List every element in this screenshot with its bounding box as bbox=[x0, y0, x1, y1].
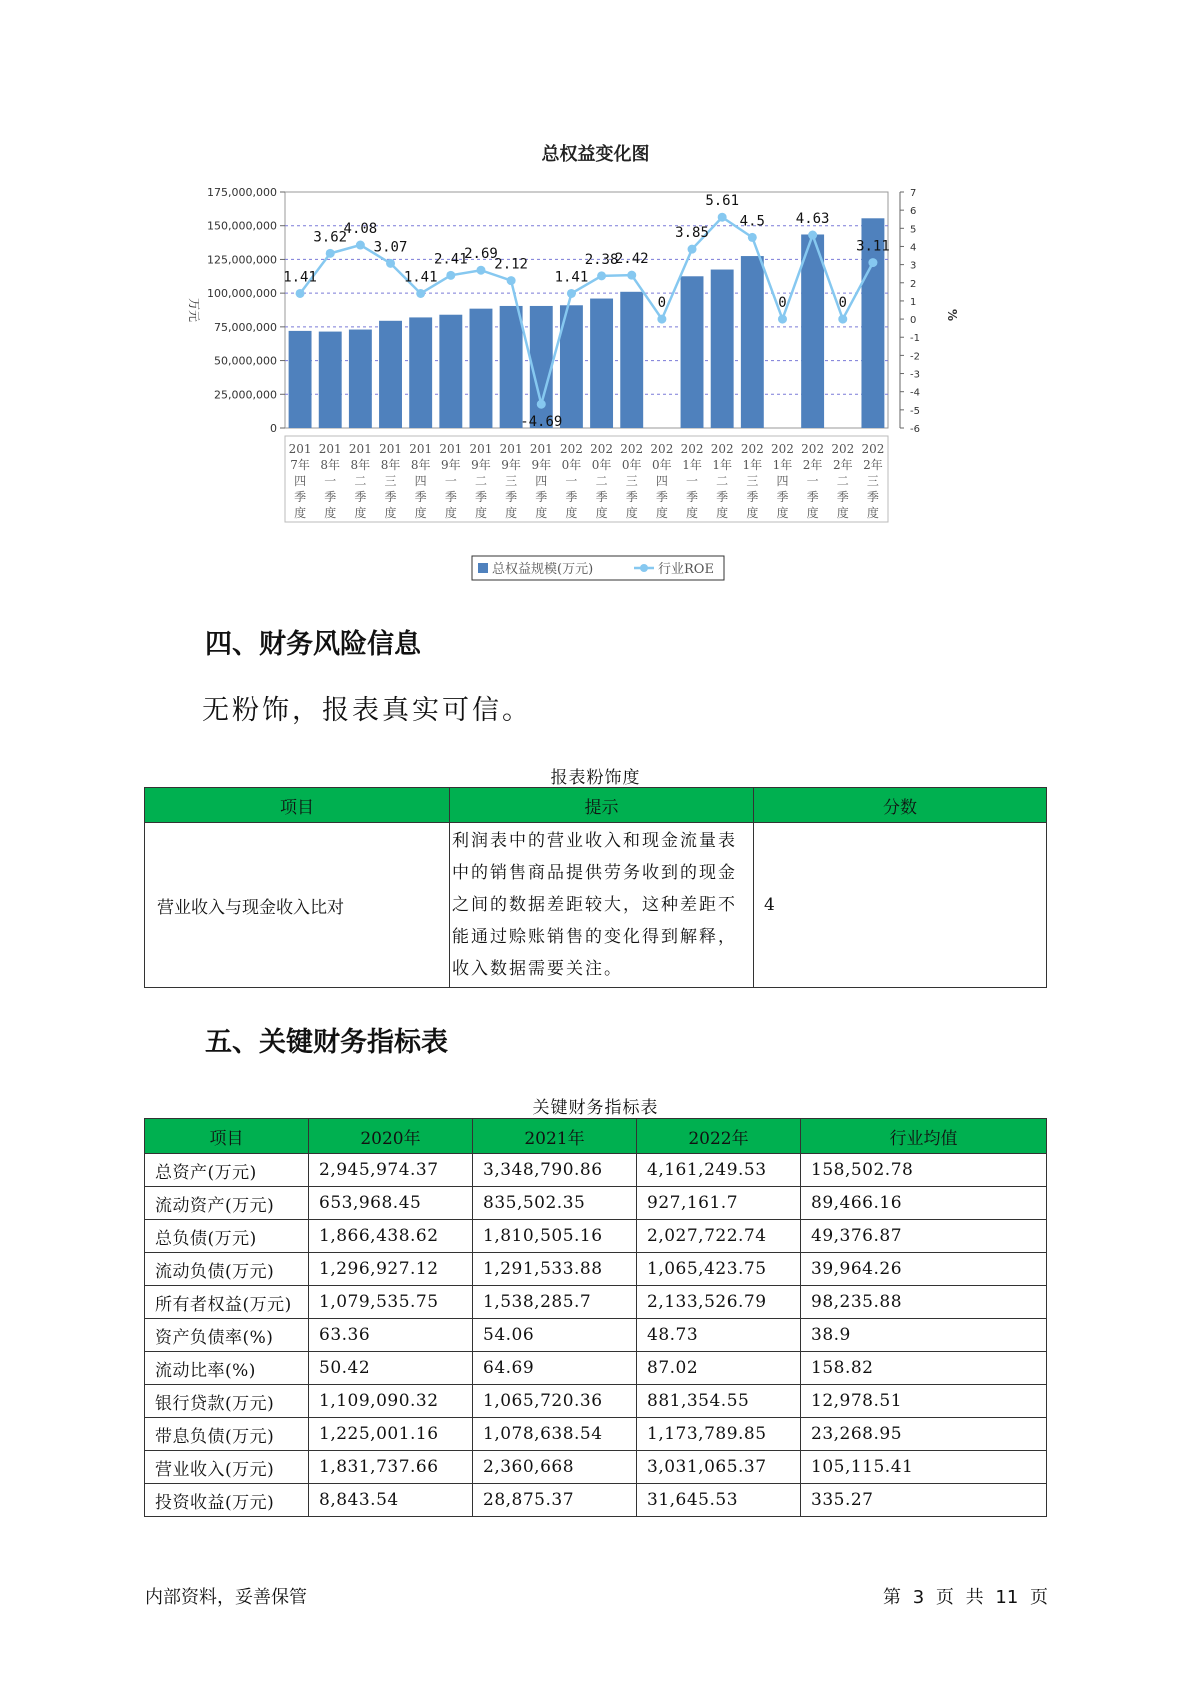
value-cell: 158,502.78 bbox=[801, 1154, 1047, 1187]
y-tick-label: 175,000,000 bbox=[207, 186, 277, 199]
category-tick-label: 季 bbox=[505, 490, 518, 504]
category-tick-label: 季 bbox=[354, 490, 367, 504]
y2-tick-label: 5 bbox=[910, 224, 917, 236]
category-tick-label: 度 bbox=[324, 506, 337, 520]
kpi-table bbox=[144, 1118, 1047, 1517]
category-tick-label: 三 bbox=[384, 474, 397, 488]
category-tick-label: 度 bbox=[444, 506, 457, 520]
roe-data-label: 1.41 bbox=[403, 269, 438, 286]
header-cell: 2022年 bbox=[637, 1119, 801, 1154]
value-cell: 64.69 bbox=[473, 1352, 637, 1385]
value-cell: 28,875.37 bbox=[473, 1484, 637, 1517]
category-tick-label: 8年 bbox=[380, 458, 401, 472]
category-tick-label: 201 bbox=[318, 442, 342, 456]
roe-data-label: 2.69 bbox=[464, 246, 498, 263]
value-cell: 1,810,505.16 bbox=[473, 1220, 637, 1253]
legend-bar-label: 总权益规模(万元) bbox=[492, 562, 594, 577]
category-tick-label: 季 bbox=[595, 490, 608, 504]
bar bbox=[379, 321, 402, 428]
roe-point bbox=[718, 213, 727, 222]
risk-table-caption: 报表粉饰度 bbox=[550, 768, 641, 788]
category-tick-label: 度 bbox=[836, 506, 849, 520]
equity-chart bbox=[170, 180, 1030, 600]
category-tick-label: 0年 bbox=[621, 458, 642, 472]
category-tick-label: 202 bbox=[740, 442, 764, 456]
category-tick-label: 1年 bbox=[772, 458, 793, 472]
value-cell: 881,354.55 bbox=[637, 1385, 801, 1418]
category-tick-label: 度 bbox=[354, 506, 367, 520]
category-tick-label: 度 bbox=[474, 506, 487, 520]
value-cell: 39,964.26 bbox=[801, 1253, 1047, 1286]
category-tick-label: 季 bbox=[686, 490, 699, 504]
category-tick-label: 201 bbox=[348, 442, 372, 456]
legend-bar-swatch bbox=[478, 563, 488, 573]
y2-tick-label: -2 bbox=[910, 351, 920, 363]
value-cell: 158.82 bbox=[801, 1352, 1047, 1385]
value-cell: 54.06 bbox=[473, 1319, 637, 1352]
roe-data-label: 4.63 bbox=[795, 211, 830, 228]
category-tick-label: 四 bbox=[294, 474, 307, 488]
category-tick-label: 0年 bbox=[561, 458, 582, 472]
category-tick-label: 一 bbox=[806, 474, 819, 488]
roe-data-label: 2.38 bbox=[584, 251, 619, 268]
row-label: 流动比率(%) bbox=[145, 1352, 309, 1385]
category-tick-label: 二 bbox=[716, 474, 729, 488]
value-cell: 23,268.95 bbox=[801, 1418, 1047, 1451]
y-tick-label: 125,000,000 bbox=[207, 253, 277, 267]
value-cell: 653,968.45 bbox=[309, 1187, 473, 1220]
value-cell: 1,065,423.75 bbox=[637, 1253, 801, 1286]
y2-tick-label: 1 bbox=[910, 296, 917, 308]
value-cell: 335.27 bbox=[801, 1484, 1047, 1517]
category-tick-label: 202 bbox=[680, 442, 704, 456]
category-tick-label: 季 bbox=[746, 490, 759, 504]
header-cell: 行业均值 bbox=[801, 1119, 1047, 1154]
category-tick-label: 三 bbox=[505, 474, 518, 488]
risk-score: 4 bbox=[754, 823, 1047, 988]
category-tick-label: 四 bbox=[414, 474, 427, 488]
bar bbox=[409, 317, 432, 428]
y2-tick-label: 7 bbox=[910, 188, 917, 199]
bar bbox=[470, 309, 493, 428]
bar bbox=[439, 315, 462, 428]
roe-data-label: 3.62 bbox=[313, 229, 348, 246]
category-tick-label: 季 bbox=[474, 490, 487, 504]
category-tick-label: 202 bbox=[590, 442, 614, 456]
bar bbox=[590, 299, 613, 428]
table-row bbox=[145, 1220, 1047, 1253]
value-cell: 835,502.35 bbox=[473, 1187, 637, 1220]
y2-tick-label: -5 bbox=[910, 405, 920, 417]
row-label: 总负债(万元) bbox=[145, 1220, 309, 1253]
row-label: 流动资产(万元) bbox=[145, 1187, 309, 1220]
section4-summary: 无粉饰，报表真实可信。 bbox=[202, 695, 532, 726]
category-tick-label: 202 bbox=[831, 442, 855, 456]
table-row bbox=[145, 1385, 1047, 1418]
category-tick-label: 季 bbox=[384, 490, 397, 504]
category-tick-label: 度 bbox=[655, 506, 668, 520]
category-tick-label: 9年 bbox=[501, 458, 521, 472]
category-tick-label: 一 bbox=[565, 474, 578, 488]
header-cell: 项目 bbox=[145, 1119, 309, 1154]
roe-data-label: 0 bbox=[838, 295, 847, 312]
y-tick-label: 50,000,000 bbox=[214, 354, 277, 368]
roe-point bbox=[688, 245, 697, 254]
category-tick-label: 9年 bbox=[441, 458, 461, 472]
category-tick-label: 季 bbox=[866, 490, 879, 504]
roe-data-label: 0 bbox=[778, 295, 787, 312]
value-cell: 63.36 bbox=[309, 1319, 473, 1352]
table-row bbox=[145, 1484, 1047, 1517]
category-tick-label: 1年 bbox=[682, 458, 702, 472]
category-tick-label: 202 bbox=[861, 442, 885, 456]
category-tick-label: 202 bbox=[801, 442, 825, 456]
value-cell: 105,115.41 bbox=[801, 1451, 1047, 1484]
risk-table bbox=[144, 787, 1047, 988]
table-row bbox=[145, 1187, 1047, 1220]
value-cell: 2,945,974.37 bbox=[309, 1154, 473, 1187]
category-tick-label: 度 bbox=[595, 506, 608, 520]
value-cell: 12,978.51 bbox=[801, 1385, 1047, 1418]
value-cell: 1,866,438.62 bbox=[309, 1220, 473, 1253]
category-tick-label: 度 bbox=[686, 506, 699, 520]
roe-point bbox=[386, 259, 395, 268]
category-tick-label: 2年 bbox=[802, 458, 823, 472]
roe-point bbox=[476, 266, 485, 275]
value-cell: 1,296,927.12 bbox=[309, 1253, 473, 1286]
category-tick-label: 度 bbox=[866, 506, 879, 520]
y2-tick-label: -1 bbox=[910, 333, 920, 345]
category-tick-label: 一 bbox=[444, 474, 457, 488]
value-cell: 1,291,533.88 bbox=[473, 1253, 637, 1286]
value-cell: 98,235.88 bbox=[801, 1286, 1047, 1319]
category-tick-label: 8年 bbox=[320, 458, 341, 472]
row-label: 资产负债率(%) bbox=[145, 1319, 309, 1352]
category-axis-box bbox=[285, 436, 888, 522]
row-label: 带息负债(万元) bbox=[145, 1418, 309, 1451]
category-tick-label: 度 bbox=[746, 506, 759, 520]
category-tick-label: 7年 bbox=[290, 458, 310, 472]
value-cell: 87.02 bbox=[637, 1352, 801, 1385]
y2-tick-label: 4 bbox=[910, 242, 917, 254]
roe-data-label: 4.08 bbox=[343, 221, 378, 238]
table-row bbox=[145, 1286, 1047, 1319]
roe-point bbox=[778, 315, 787, 324]
value-cell: 49,376.87 bbox=[801, 1220, 1047, 1253]
roe-data-label: 1.41 bbox=[554, 269, 589, 286]
risk-row bbox=[145, 823, 1047, 988]
legend-line-marker bbox=[640, 564, 648, 572]
category-tick-label: 度 bbox=[535, 506, 548, 520]
category-tick-label: 季 bbox=[444, 490, 457, 504]
roe-data-label: 2.41 bbox=[433, 251, 468, 268]
header-tip: 提示 bbox=[450, 788, 754, 823]
value-cell: 8,843.54 bbox=[309, 1484, 473, 1517]
roe-data-label: 3.07 bbox=[373, 239, 408, 256]
y-tick-label: 150,000,000 bbox=[207, 219, 277, 233]
category-tick-label: 度 bbox=[384, 506, 397, 520]
category-tick-label: 201 bbox=[288, 442, 312, 456]
roe-data-label: 1.41 bbox=[283, 269, 317, 286]
roe-point bbox=[627, 271, 636, 280]
row-label: 银行贷款(万元) bbox=[145, 1385, 309, 1418]
y2-tick-label: -6 bbox=[910, 424, 920, 435]
category-tick-label: 季 bbox=[414, 490, 427, 504]
category-tick-label: 四 bbox=[535, 474, 548, 488]
y2-axis-label: % bbox=[945, 308, 959, 322]
category-tick-label: 202 bbox=[559, 442, 583, 456]
y-tick-label: 25,000,000 bbox=[214, 388, 277, 402]
roe-data-label: 4.5 bbox=[739, 213, 765, 230]
risk-table-header bbox=[145, 788, 1047, 823]
roe-point bbox=[838, 315, 847, 324]
header-score: 分数 bbox=[754, 788, 1047, 823]
category-tick-label: 202 bbox=[771, 442, 794, 456]
roe-point bbox=[537, 400, 546, 409]
table-row bbox=[145, 1352, 1047, 1385]
row-label: 流动负债(万元) bbox=[145, 1253, 309, 1286]
category-tick-label: 1年 bbox=[712, 458, 732, 472]
value-cell: 89,466.16 bbox=[801, 1187, 1047, 1220]
header-cell: 2021年 bbox=[473, 1119, 637, 1154]
roe-point bbox=[296, 289, 305, 298]
y-tick-label: 0 bbox=[270, 422, 277, 435]
roe-point bbox=[597, 271, 606, 280]
category-tick-label: 202 bbox=[650, 442, 674, 456]
risk-item: 营业收入与现金收入比对 bbox=[145, 823, 450, 988]
roe-point bbox=[356, 241, 365, 250]
category-tick-label: 二 bbox=[354, 474, 367, 488]
y2-tick-label: 3 bbox=[910, 260, 917, 272]
category-tick-label: 8年 bbox=[350, 458, 371, 472]
category-tick-label: 四 bbox=[655, 474, 668, 488]
category-tick-label: 1年 bbox=[742, 458, 763, 472]
bar bbox=[319, 332, 342, 428]
category-tick-label: 度 bbox=[776, 506, 789, 520]
value-cell: 1,225,001.16 bbox=[309, 1418, 473, 1451]
value-cell: 3,348,790.86 bbox=[473, 1154, 637, 1187]
roe-point bbox=[748, 233, 757, 242]
kpi-table-header bbox=[145, 1119, 1047, 1154]
legend-line-label: 行业ROE bbox=[658, 562, 714, 577]
category-tick-label: 三 bbox=[625, 474, 638, 488]
bar bbox=[741, 256, 764, 428]
category-tick-label: 季 bbox=[776, 490, 789, 504]
value-cell: 1,079,535.75 bbox=[309, 1286, 473, 1319]
row-label: 投资收益(万元) bbox=[145, 1484, 309, 1517]
category-tick-label: 季 bbox=[625, 490, 638, 504]
category-tick-label: 三 bbox=[746, 474, 759, 488]
value-cell: 1,078,638.54 bbox=[473, 1418, 637, 1451]
category-tick-label: 季 bbox=[806, 490, 819, 504]
y-tick-label: 75,000,000 bbox=[214, 320, 277, 334]
risk-tip: 利润表中的营业收入和现金流量表中的销售商品提供劳务收到的现金之间的数据差距较大，这种差距不能通过赊账销售的变化得到解释，收入数据需要关注。 bbox=[450, 823, 754, 988]
value-cell: 927,161.7 bbox=[637, 1187, 801, 1220]
bar bbox=[289, 331, 312, 428]
y2-tick-label: 6 bbox=[910, 206, 917, 218]
roe-point bbox=[446, 271, 455, 280]
value-cell: 31,645.53 bbox=[637, 1484, 801, 1517]
roe-point bbox=[326, 249, 335, 258]
footer-note: 内部资料，妥善保管 bbox=[145, 1587, 307, 1608]
category-tick-label: 201 bbox=[439, 442, 463, 456]
category-tick-label: 二 bbox=[836, 474, 849, 488]
category-tick-label: 一 bbox=[686, 474, 699, 488]
category-tick-label: 度 bbox=[505, 506, 518, 520]
category-tick-label: 季 bbox=[836, 490, 849, 504]
category-tick-label: 季 bbox=[535, 490, 548, 504]
roe-data-label: 0 bbox=[657, 295, 667, 312]
roe-point bbox=[507, 276, 516, 285]
table-row bbox=[145, 1319, 1047, 1352]
value-cell: 3,031,065.37 bbox=[637, 1451, 801, 1484]
category-tick-label: 三 bbox=[866, 474, 879, 488]
category-tick-label: 9年 bbox=[531, 458, 552, 472]
section4-heading: 四、财务风险信息 bbox=[205, 629, 421, 660]
page-number: 第 3 页 共 11 页 bbox=[883, 1587, 1048, 1608]
table-row bbox=[145, 1253, 1047, 1286]
bar bbox=[711, 270, 734, 428]
category-tick-label: 2年 bbox=[863, 458, 883, 472]
category-tick-label: 一 bbox=[324, 474, 337, 488]
value-cell: 2,133,526.79 bbox=[637, 1286, 801, 1319]
category-tick-label: 度 bbox=[565, 506, 578, 520]
category-tick-label: 四 bbox=[776, 474, 789, 488]
table-row bbox=[145, 1154, 1047, 1187]
y2-tick-label: -4 bbox=[910, 387, 920, 399]
roe-data-label: 3.11 bbox=[856, 238, 890, 255]
category-tick-label: 202 bbox=[620, 442, 644, 456]
y-tick-label: 100,000,000 bbox=[207, 287, 277, 301]
category-tick-label: 2年 bbox=[832, 458, 853, 472]
value-cell: 1,173,789.85 bbox=[637, 1418, 801, 1451]
roe-data-label: 5.61 bbox=[705, 193, 740, 210]
roe-data-label: 3.85 bbox=[675, 225, 709, 242]
bar bbox=[349, 330, 372, 428]
y2-tick-label: -3 bbox=[910, 369, 920, 381]
value-cell: 48.73 bbox=[637, 1319, 801, 1352]
roe-point bbox=[868, 258, 877, 267]
category-tick-label: 8年 bbox=[410, 458, 431, 472]
category-tick-label: 0年 bbox=[652, 458, 672, 472]
header-cell: 2020年 bbox=[309, 1119, 473, 1154]
y2-tick-label: 2 bbox=[910, 278, 917, 290]
category-tick-label: 201 bbox=[409, 442, 433, 456]
table-row bbox=[145, 1451, 1047, 1484]
category-tick-label: 201 bbox=[379, 442, 402, 456]
value-cell: 2,360,668 bbox=[473, 1451, 637, 1484]
y-axis-label: 万元 bbox=[187, 297, 201, 323]
section5-heading: 五、关键财务指标表 bbox=[205, 1027, 448, 1058]
row-label: 所有者权益(万元) bbox=[145, 1286, 309, 1319]
category-tick-label: 201 bbox=[469, 442, 493, 456]
category-tick-label: 季 bbox=[655, 490, 668, 504]
category-tick-label: 度 bbox=[294, 506, 307, 520]
category-tick-label: 季 bbox=[565, 490, 578, 504]
roe-point bbox=[657, 315, 666, 324]
value-cell: 1,538,285.7 bbox=[473, 1286, 637, 1319]
roe-data-label: 2.42 bbox=[614, 251, 649, 268]
value-cell: 50.42 bbox=[309, 1352, 473, 1385]
category-tick-label: 201 bbox=[499, 442, 523, 456]
category-tick-label: 季 bbox=[324, 490, 337, 504]
category-tick-label: 0年 bbox=[591, 458, 612, 472]
category-tick-label: 9年 bbox=[471, 458, 491, 472]
value-cell: 38.9 bbox=[801, 1319, 1047, 1352]
bar bbox=[801, 234, 824, 428]
category-tick-label: 季 bbox=[716, 490, 729, 504]
roe-point bbox=[808, 231, 817, 240]
y2-tick-label: 0 bbox=[910, 315, 917, 327]
category-tick-label: 度 bbox=[414, 506, 427, 520]
bar bbox=[620, 292, 643, 428]
category-tick-label: 二 bbox=[595, 474, 608, 488]
value-cell: 2,027,722.74 bbox=[637, 1220, 801, 1253]
roe-data-label: -4.69 bbox=[520, 414, 563, 431]
category-tick-label: 202 bbox=[710, 442, 734, 456]
value-cell: 1,109,090.32 bbox=[309, 1385, 473, 1418]
value-cell: 4,161,249.53 bbox=[637, 1154, 801, 1187]
bar bbox=[500, 306, 523, 428]
row-label: 营业收入(万元) bbox=[145, 1451, 309, 1484]
value-cell: 1,065,720.36 bbox=[473, 1385, 637, 1418]
value-cell: 1,831,737.66 bbox=[309, 1451, 473, 1484]
category-tick-label: 二 bbox=[474, 474, 487, 488]
bar bbox=[681, 276, 704, 428]
category-tick-label: 度 bbox=[716, 506, 729, 520]
category-tick-label: 度 bbox=[625, 506, 638, 520]
roe-point bbox=[416, 289, 425, 298]
header-item: 项目 bbox=[145, 788, 450, 823]
category-tick-label: 201 bbox=[529, 442, 553, 456]
kpi-table-caption: 关键财务指标表 bbox=[532, 1098, 659, 1118]
category-tick-label: 季 bbox=[294, 490, 307, 504]
roe-point bbox=[567, 289, 576, 298]
category-tick-label: 度 bbox=[806, 506, 819, 520]
table-row bbox=[145, 1418, 1047, 1451]
row-label: 总资产(万元) bbox=[145, 1154, 309, 1187]
chart-title: 总权益变化图 bbox=[541, 144, 650, 165]
roe-data-label: 2.12 bbox=[494, 256, 528, 273]
